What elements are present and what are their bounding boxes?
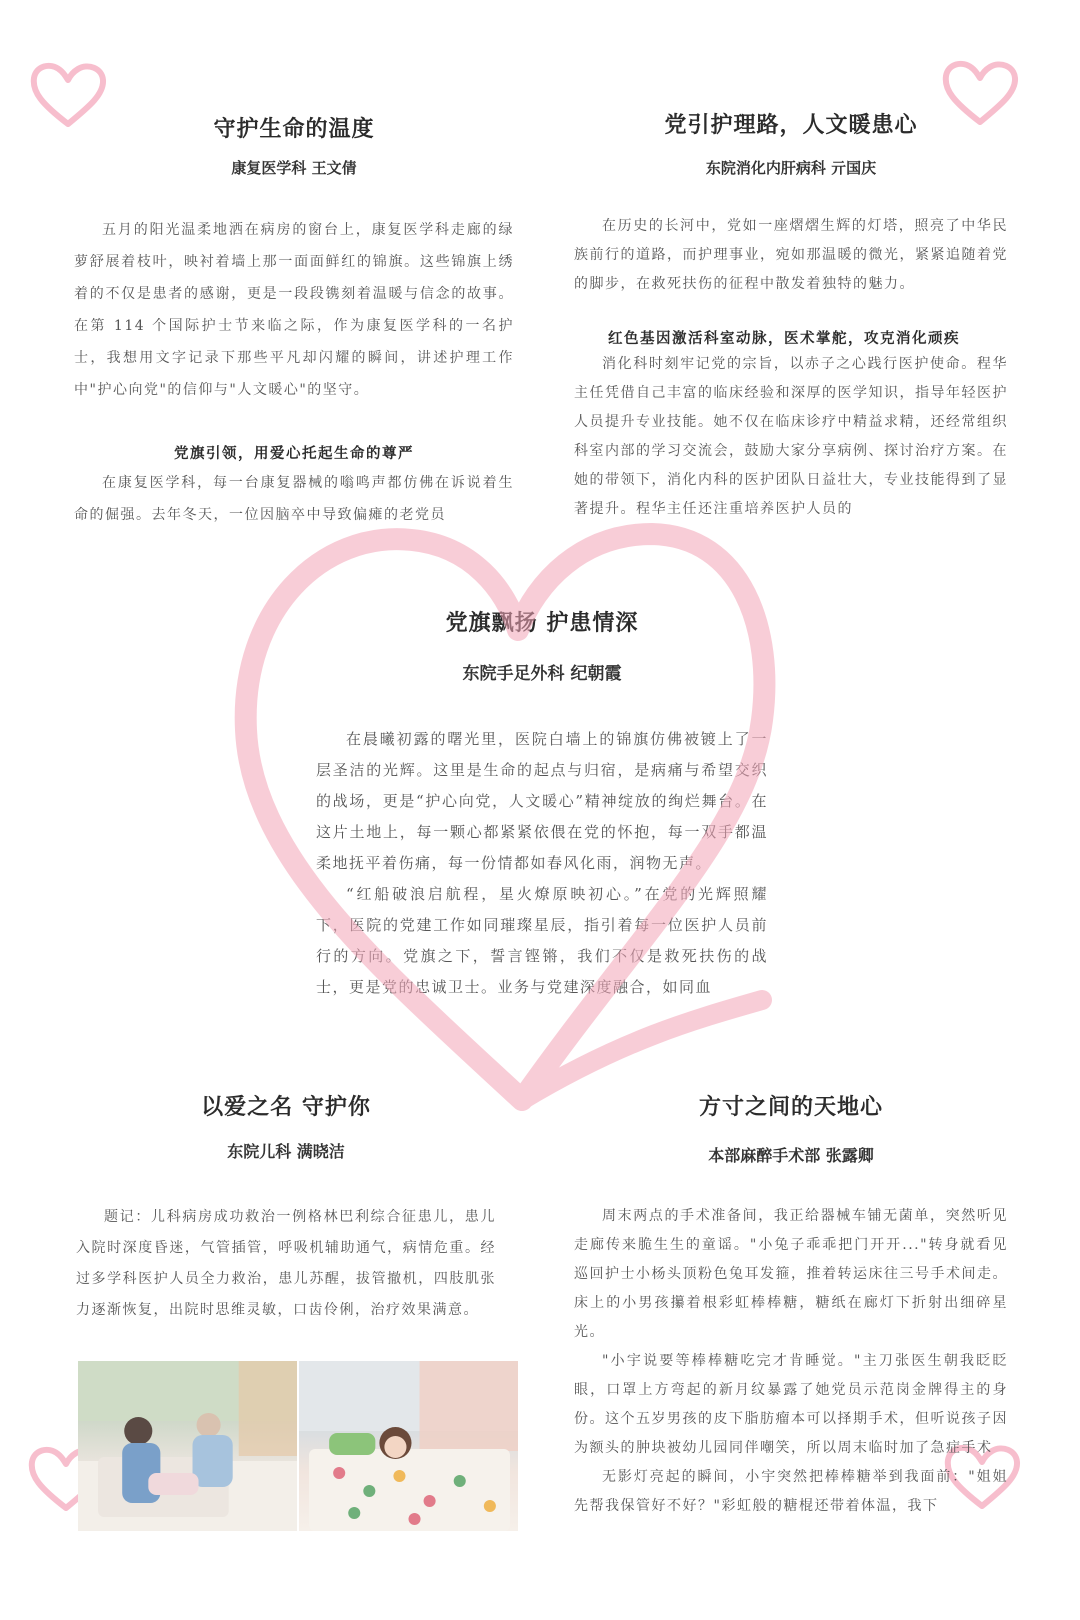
article-card bbox=[574, 108, 1008, 548]
article-title: 守护生命的温度 bbox=[213, 116, 375, 142]
article-body bbox=[74, 467, 514, 531]
paragraph: 在历史的长河中，党如一座熠熠生辉的灯塔，照亮了中华民族前行的道路，而护理事业，宛如那温暖的微光，紧紧追随着党的脚步，在救死扶伤的征程中散发着独特的魅力。 bbox=[574, 218, 1008, 292]
paragraph: 无影灯亮起的瞬间，小宇突然把棒棒糖举到我面前："姐姐先帮我保管好不好？"彩虹般的糖棍还带着体温，我下 bbox=[574, 1469, 1008, 1514]
section-heading: 党旗引领，用爱心托起生命的尊严 bbox=[174, 445, 414, 462]
section-heading: 红色基因激活科室动脉，医术掌舵，攻克消化顽疾 bbox=[608, 330, 960, 347]
article-author: 东院儿科 满晓洁 bbox=[227, 1142, 345, 1161]
article-author: 东院消化内肝病科 亓国庆 bbox=[705, 159, 877, 177]
article-card bbox=[76, 1090, 496, 1352]
article-body bbox=[76, 1202, 496, 1326]
article-title: 以爱之名 守护你 bbox=[201, 1094, 371, 1120]
article-author: 本部麻醉手术部 张露卿 bbox=[708, 1146, 874, 1165]
article-body bbox=[74, 214, 514, 406]
article-body bbox=[316, 724, 768, 1003]
article-body bbox=[574, 212, 1008, 299]
paragraph: 在康复医学科，每一台康复器械的嗡鸣声都仿佛在诉说着生命的倔强。去年冬天，一位因脑卒中导致偏瘫的老党员 bbox=[74, 475, 514, 523]
paragraph: 消化科时刻牢记党的宗旨，以赤子之心践行医护使命。程华主任凭借自己丰富的临床经验和深厚的医学知识，指导年轻医护人员提升专业技能。她不仅在临床诊疗中精益求精，还经常组织科室内部的学习交流会，鼓励大家分享病例、探讨治疗方案。在她的带领下，消化内科的医护团队日益壮大，专业技能得到了显著提升。程华主任还注重培养医护人员的 bbox=[574, 356, 1008, 517]
article-card bbox=[316, 606, 768, 1058]
article-author: 康复医学科 王文倩 bbox=[231, 159, 357, 177]
article-title: 党旗飘扬 护患情深 bbox=[445, 610, 639, 636]
paragraph: "小宇说要等棒棒糖吃完才肯睡觉。"主刀张医生朝我眨眨眼，口罩上方弯起的新月纹暴露了她党员示范岗金牌得主的身份。这个五岁男孩的皮下脂肪瘤本可以择期手术，但听说孩子因为额头的肿块被幼儿园同伴嘲笑，所以周末临时加了急症手术 bbox=[574, 1353, 1008, 1456]
article-title: 方寸之间的天地心 bbox=[698, 1094, 883, 1120]
paragraph: 五月的阳光温柔地洒在病房的窗台上，康复医学科走廊的绿萝舒展着枝叶，映衬着墙上那一面面鲜红的锦旗。这些锦旗上绣着的不仅是患者的感谢，更是一段段镌刻着温暖与信念的故事。在第 114 个国际护士节来临之际，作为康复医学科的一名护士，我想用文字记录下那些平凡却闪耀的瞬间，讲述护理工作中"护心向党"的信仰与"人文暖心"的坚守。 bbox=[74, 222, 514, 398]
ward-photo bbox=[299, 1361, 518, 1531]
article-body bbox=[574, 1202, 1008, 1521]
photo-strip bbox=[78, 1361, 518, 1531]
paragraph: “红船破浪启航程，星火燎原映初心。”在党的光辉照耀下，医院的党建工作如同璀璨星辰，指引着每一位医护人员前行的方向。党旗之下，誓言铿锵，我们不仅是救死扶伤的战士，更是党的忠诚卫士。业务与党建深度融合，如同血 bbox=[316, 885, 768, 996]
paragraph: 题记：儿科病房成功救治一例格林巴利综合征患儿，患儿入院时深度昏迷，气管插管，呼吸机辅助通气，病情危重。经过多学科医护人员全力救治，患儿苏醒，拔管撤机，四肢肌张力逐渐恢复，出院时思维灵敏，口齿伶俐，治疗效果满意。 bbox=[76, 1209, 496, 1318]
paragraph: 在晨曦初露的曙光里，医院白墙上的锦旗仿佛被镀上了一层圣洁的光辉。这里是生命的起点与归宿，是病痛与希望交织的战场，更是“护心向党，人文暖心”精神绽放的绚烂舞台。在这片土地上，每一颗心都紧紧依偎在党的怀抱，每一双手都温柔地抚平着伤痛，每一份情都如春风化雨，润物无声。 bbox=[316, 730, 768, 872]
article-card bbox=[74, 112, 514, 532]
ward-photo bbox=[78, 1361, 297, 1531]
article-card bbox=[574, 1090, 1008, 1530]
paragraph: 周末两点的手术准备间，我正给器械车铺无菌单，突然听见走廊传来脆生生的童谣。"小兔子乖乖把门开开..."转身就看见巡回护士小杨头顶粉色兔耳发箍，推着转运床往三号手术间走。床上的小男孩攥着根彩虹棒棒糖，糖纸在廊灯下折射出细碎星光。 bbox=[574, 1208, 1008, 1340]
article-author: 东院手足外科 纪朝霞 bbox=[462, 664, 622, 684]
article-body bbox=[574, 350, 1008, 524]
article-title: 党引护理路，人文暖患心 bbox=[664, 112, 918, 138]
